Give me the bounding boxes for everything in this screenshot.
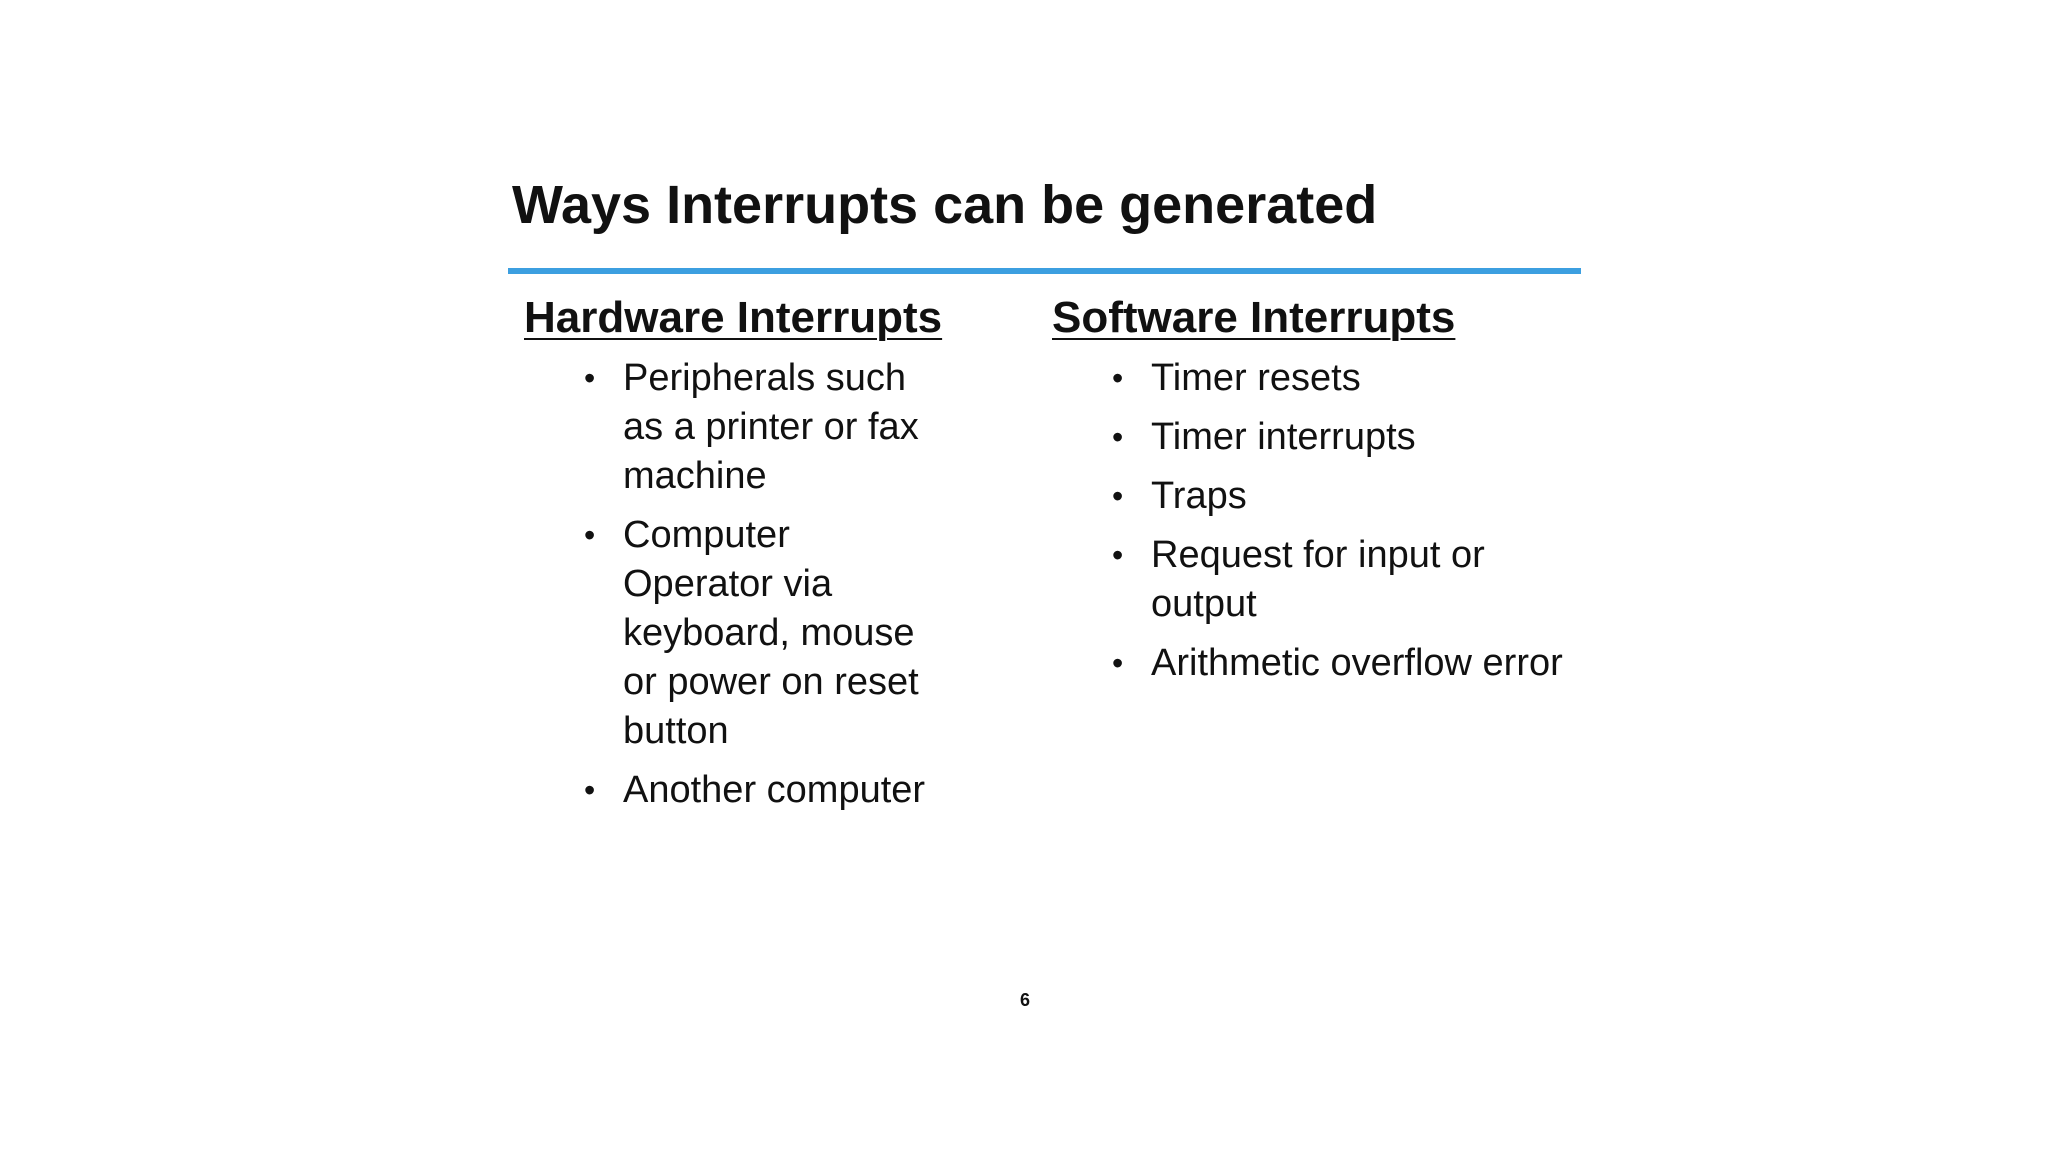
bullet-icon: • xyxy=(1112,537,1124,573)
list-item-text: Peripherals such as a printer or fax machine xyxy=(623,357,919,497)
page-number: 6 xyxy=(1019,990,1030,1010)
list-item-text: Traps xyxy=(1151,475,1247,517)
bullet-icon: • xyxy=(584,772,596,808)
list-item xyxy=(1052,354,1571,403)
list-item xyxy=(524,354,943,501)
list-item-text: Timer resets xyxy=(1151,357,1361,399)
bullet-icon: • xyxy=(1112,478,1124,514)
bullet-icon: • xyxy=(584,360,596,396)
software-interrupts-column xyxy=(1052,292,1572,698)
list-item xyxy=(1052,472,1571,521)
hardware-interrupts-heading: Hardware Interrupts xyxy=(524,293,943,342)
list-item-text: Timer interrupts xyxy=(1151,416,1416,458)
slide-title: Ways Interrupts can be generated xyxy=(512,175,1378,235)
list-item xyxy=(524,766,943,815)
list-item-text: Another computer xyxy=(623,769,926,811)
list-item xyxy=(1052,639,1571,688)
bullet-icon: • xyxy=(1112,360,1124,396)
title-underline-rule xyxy=(508,268,1581,274)
bullet-icon: • xyxy=(1112,645,1124,681)
list-item-text: Computer Operator via keyboard, mouse or power on reset button xyxy=(623,514,919,752)
software-interrupts-heading: Software Interrupts xyxy=(1052,293,1456,342)
software-interrupts-list xyxy=(1052,354,1572,688)
list-item xyxy=(524,511,943,756)
list-item-text: Arithmetic overflow error xyxy=(1151,642,1563,684)
hardware-interrupts-list xyxy=(524,354,1044,815)
list-item-text: Request for input or output xyxy=(1151,534,1485,625)
bullet-icon: • xyxy=(1112,419,1124,455)
list-item xyxy=(1052,413,1571,462)
bullet-icon: • xyxy=(584,517,596,553)
hardware-interrupts-column xyxy=(524,292,1044,825)
list-item xyxy=(1052,531,1571,629)
